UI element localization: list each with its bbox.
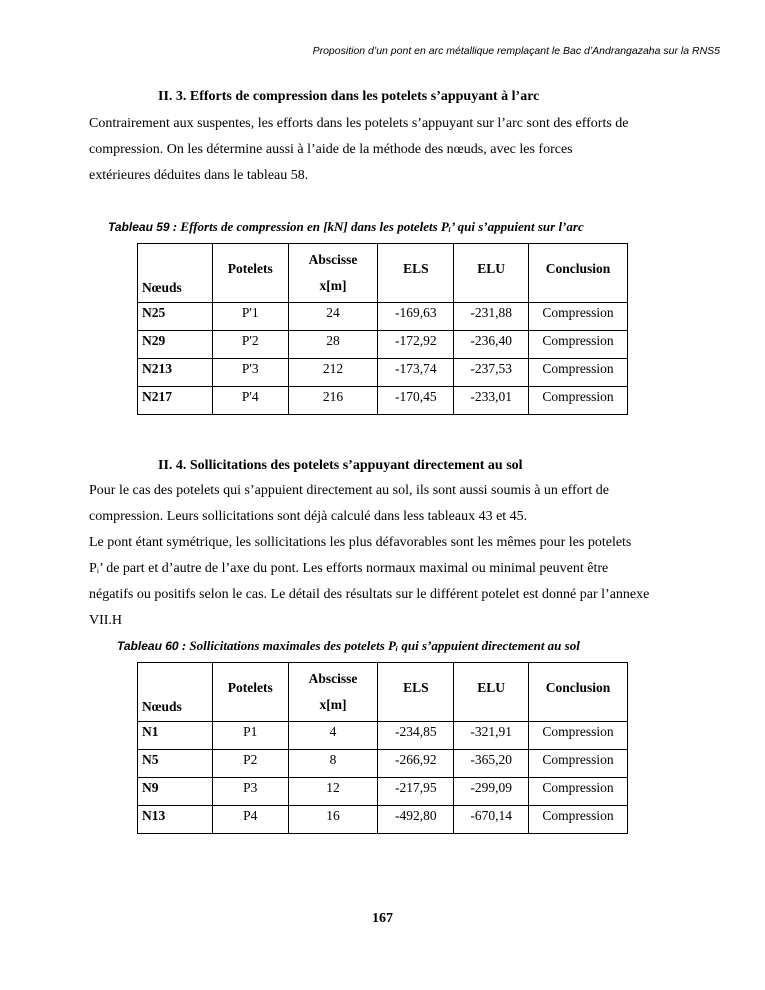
paragraph-line: Contrairement aux suspentes, les efforts dans les potelets s’appuyant sur l’arc sont des efforts de bbox=[89, 116, 629, 131]
table-header-row bbox=[138, 244, 628, 303]
cell-abscisse: 8 bbox=[288, 750, 378, 778]
cell-abscisse: 12 bbox=[288, 778, 378, 806]
cell-noeud: N25 bbox=[138, 303, 213, 331]
table-row bbox=[138, 750, 628, 778]
header-conclusion: Conclusion bbox=[529, 663, 628, 722]
section-heading-2-4: II. 4. Sollicitations des potelets s’appuyant directement au sol bbox=[158, 458, 523, 473]
cell-potelet: P'3 bbox=[212, 359, 288, 387]
cell-elu: -365,20 bbox=[454, 750, 529, 778]
cell-abscisse: 24 bbox=[288, 303, 378, 331]
table-row bbox=[138, 359, 628, 387]
cell-abscisse: 212 bbox=[288, 359, 378, 387]
table-60-label: Tableau 60 bbox=[117, 639, 179, 653]
cell-elu: -299,09 bbox=[454, 778, 529, 806]
cell-abscisse: 28 bbox=[288, 331, 378, 359]
cell-els: -217,95 bbox=[378, 778, 454, 806]
cell-potelet: P1 bbox=[212, 722, 288, 750]
cell-conclusion: Compression bbox=[529, 359, 628, 387]
table-59-caption bbox=[108, 219, 584, 235]
paragraph-line: compression. On les détermine aussi à l’aide de la méthode des nœuds, avec les forces bbox=[89, 142, 573, 157]
section-2-3-paragraph bbox=[89, 111, 676, 189]
paragraph-line: VII.H bbox=[89, 613, 123, 628]
cell-abscisse: 216 bbox=[288, 387, 378, 415]
cell-noeud: N5 bbox=[138, 750, 213, 778]
header-conclusion: Conclusion bbox=[529, 244, 628, 303]
header-els: ELS bbox=[378, 244, 454, 303]
cell-elu: -237,53 bbox=[454, 359, 529, 387]
header-noeuds: Nœuds bbox=[138, 244, 213, 303]
paragraph-line: compression. Leurs sollicitations sont déjà calculé dans less tableaux 43 et 45. bbox=[89, 509, 528, 524]
cell-noeud: N29 bbox=[138, 331, 213, 359]
header-elu: ELU bbox=[454, 663, 529, 722]
cell-els: -492,80 bbox=[378, 806, 454, 834]
table-row bbox=[138, 778, 628, 806]
table-row bbox=[138, 806, 628, 834]
section-2-4-paragraph bbox=[89, 478, 676, 634]
page-number: 167 bbox=[372, 911, 393, 926]
cell-noeud: N1 bbox=[138, 722, 213, 750]
cell-elu: -321,91 bbox=[454, 722, 529, 750]
table-row bbox=[138, 387, 628, 415]
cell-noeud: N217 bbox=[138, 387, 213, 415]
table-60-caption-text: : Sollicitations maximales des potelets Pᵢ qui s’appuient directement au sol bbox=[178, 638, 580, 653]
header-potelets: Potelets bbox=[212, 663, 288, 722]
cell-noeud: N9 bbox=[138, 778, 213, 806]
table-header-row bbox=[138, 663, 628, 722]
cell-conclusion: Compression bbox=[529, 806, 628, 834]
running-header: Proposition d’un pont en arc métallique remplaçant le Bac d’Andrangazaha sur la RNS5 bbox=[312, 45, 720, 57]
cell-potelet: P'4 bbox=[212, 387, 288, 415]
cell-els: -234,85 bbox=[378, 722, 454, 750]
table-60-caption bbox=[117, 638, 580, 654]
paragraph-line: négatifs ou positifs selon le cas. Le détail des résultats sur le différent potelet est donné par l’annexe bbox=[89, 587, 650, 602]
table-row bbox=[138, 331, 628, 359]
header-abscisse-unit: x[m] bbox=[319, 278, 347, 293]
header-abscisse-unit: x[m] bbox=[319, 697, 347, 712]
cell-conclusion: Compression bbox=[529, 778, 628, 806]
cell-potelet: P2 bbox=[212, 750, 288, 778]
section-heading-2-3: II. 3. Efforts de compression dans les potelets s’appuyant à l’arc bbox=[158, 89, 540, 104]
header-abscisse bbox=[288, 244, 378, 303]
cell-conclusion: Compression bbox=[529, 331, 628, 359]
cell-conclusion: Compression bbox=[529, 387, 628, 415]
cell-els: -169,63 bbox=[378, 303, 454, 331]
header-potelets: Potelets bbox=[212, 244, 288, 303]
cell-els: -266,92 bbox=[378, 750, 454, 778]
cell-elu: -670,14 bbox=[454, 806, 529, 834]
cell-els: -172,92 bbox=[378, 331, 454, 359]
table-59-caption-text: : Efforts de compression en [kN] dans les potelets Pᵢ’ qui s’appuient sur l’arc bbox=[169, 219, 584, 234]
paragraph-line: Pour le cas des potelets qui s’appuient directement au sol, ils sont aussi soumis à un effort de bbox=[89, 483, 609, 498]
table-row bbox=[138, 722, 628, 750]
cell-potelet: P4 bbox=[212, 806, 288, 834]
table-59-label: Tableau 59 bbox=[108, 220, 170, 234]
header-elu: ELU bbox=[454, 244, 529, 303]
cell-noeud: N13 bbox=[138, 806, 213, 834]
table-row bbox=[138, 303, 628, 331]
header-noeuds: Nœuds bbox=[138, 663, 213, 722]
table-59 bbox=[137, 243, 628, 415]
cell-conclusion: Compression bbox=[529, 303, 628, 331]
header-abscisse-label: Abscisse bbox=[308, 671, 358, 686]
cell-potelet: P3 bbox=[212, 778, 288, 806]
header-abscisse bbox=[288, 663, 378, 722]
cell-potelet: P'1 bbox=[212, 303, 288, 331]
cell-conclusion: Compression bbox=[529, 722, 628, 750]
cell-noeud: N213 bbox=[138, 359, 213, 387]
cell-abscisse: 4 bbox=[288, 722, 378, 750]
paragraph-line: extérieures déduites dans le tableau 58. bbox=[89, 168, 309, 183]
paragraph-line: Le pont étant symétrique, les sollicitations les plus défavorables sont les mêmes pour les potelets bbox=[89, 535, 632, 550]
cell-elu: -236,40 bbox=[454, 331, 529, 359]
cell-els: -173,74 bbox=[378, 359, 454, 387]
header-els: ELS bbox=[378, 663, 454, 722]
cell-abscisse: 16 bbox=[288, 806, 378, 834]
table-60 bbox=[137, 662, 628, 834]
cell-els: -170,45 bbox=[378, 387, 454, 415]
paragraph-line: Pᵢ’ de part et d’autre de l’axe du pont. Les efforts normaux maximal ou minimal peuvent être bbox=[89, 561, 609, 576]
cell-potelet: P'2 bbox=[212, 331, 288, 359]
cell-elu: -233,01 bbox=[454, 387, 529, 415]
cell-elu: -231,88 bbox=[454, 303, 529, 331]
cell-conclusion: Compression bbox=[529, 750, 628, 778]
header-abscisse-label: Abscisse bbox=[308, 252, 358, 267]
